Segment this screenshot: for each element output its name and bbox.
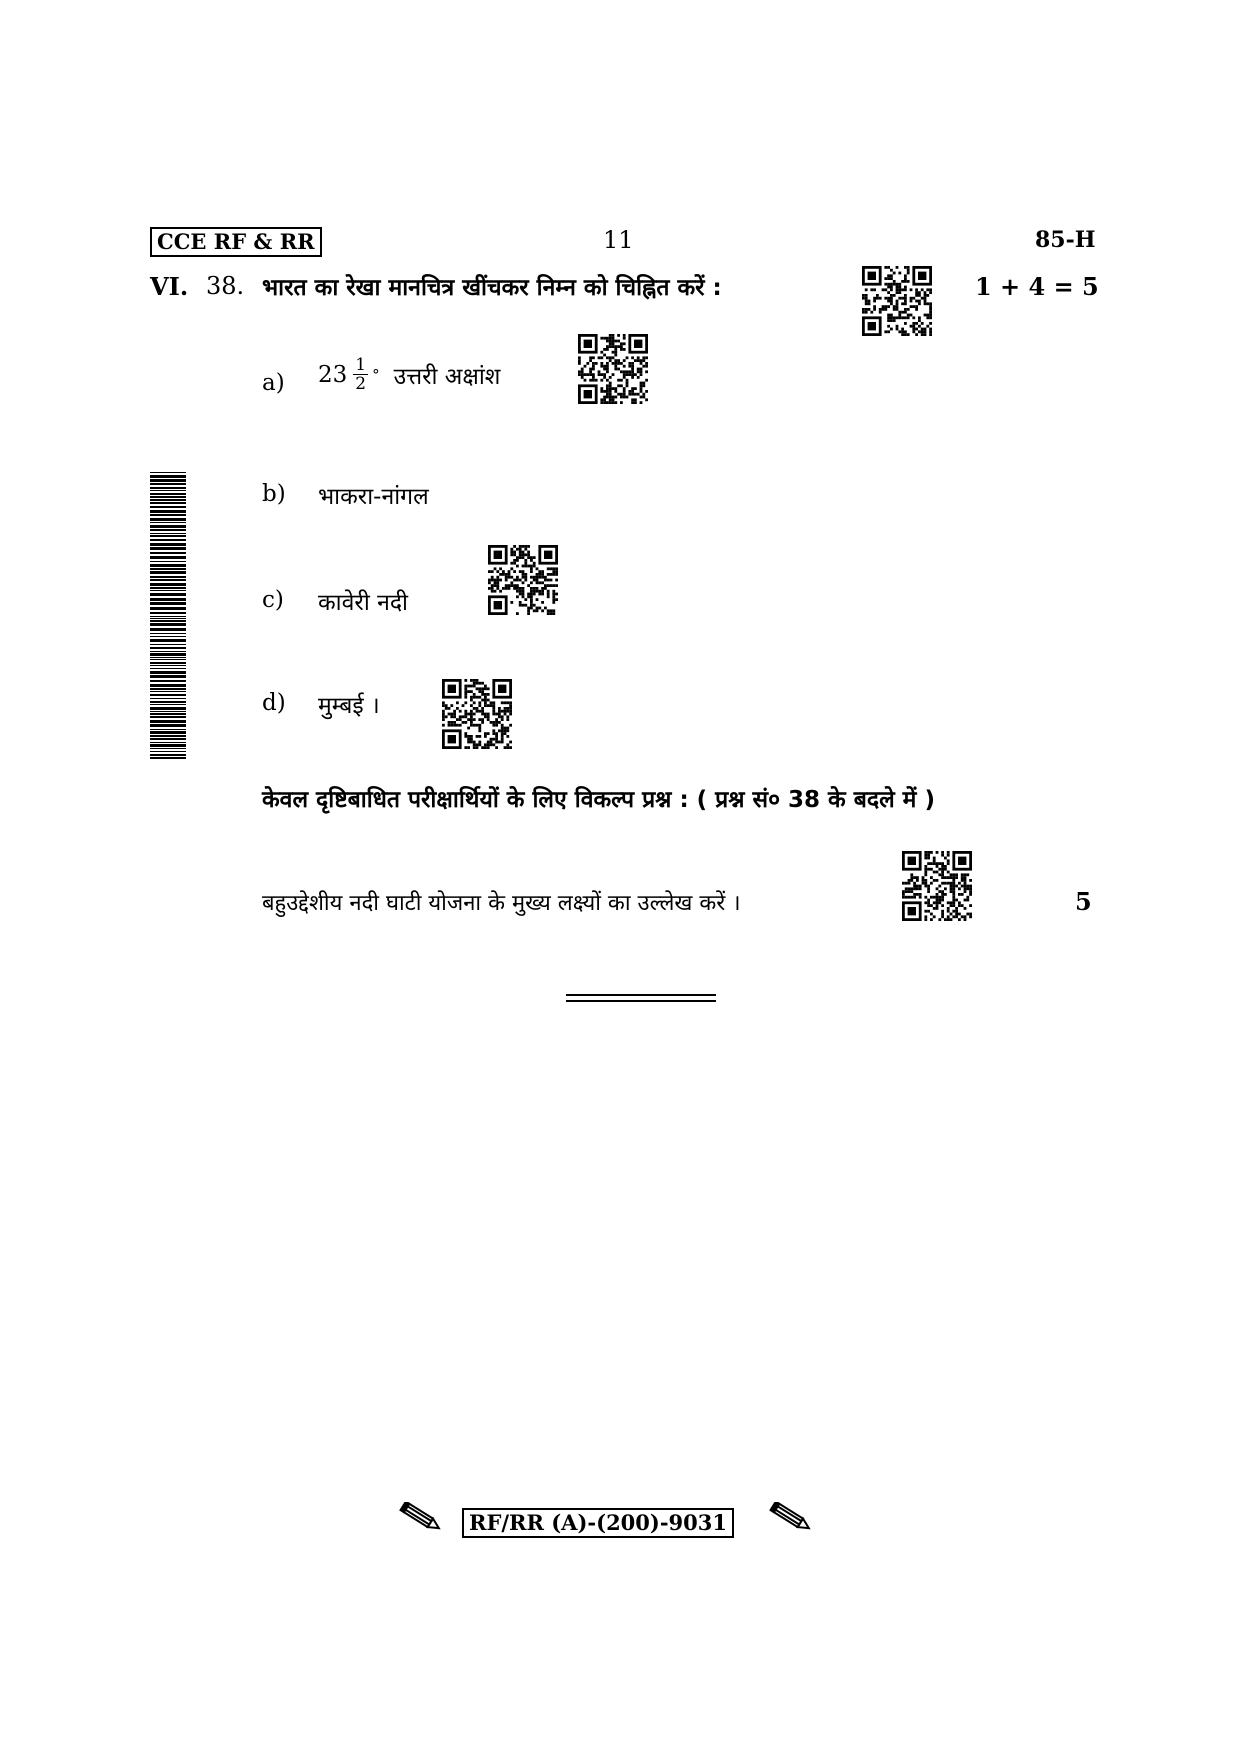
alternative-marks: 5	[1075, 887, 1092, 916]
item-a-label: a)	[262, 370, 285, 396]
fraction-numerator: 1	[355, 355, 367, 375]
qr-code-icon	[442, 679, 512, 749]
item-d-text: मुम्बई ।	[318, 693, 380, 719]
footer-code-box	[462, 1508, 734, 1538]
paper-tag	[150, 227, 322, 257]
item-c-label: c)	[262, 587, 284, 613]
qr-code-icon	[488, 545, 558, 615]
paper-tag-text: CCE RF & RR	[157, 229, 315, 254]
question-number: 38.	[206, 272, 245, 300]
item-a-content	[318, 356, 500, 393]
question-text: भारत का रेखा मानचित्र खींचकर निम्न को चिह्नित करें :	[262, 275, 722, 301]
end-rule-bottom	[566, 1000, 716, 1002]
item-d-label: d)	[262, 690, 286, 716]
barcode-icon	[150, 472, 186, 764]
footer-code: RF/RR (A)-(200)-9031	[469, 1510, 727, 1535]
end-rule-top	[566, 994, 716, 996]
item-a-degrees: 23	[318, 361, 348, 388]
pencil-icon	[768, 1502, 814, 1536]
fraction-denominator: 2	[355, 374, 367, 394]
pencil-icon	[398, 1502, 444, 1536]
item-b-label: b)	[262, 481, 286, 507]
item-c-text: कावेरी नदी	[318, 590, 409, 616]
item-a-text: उत्तरी अक्षांश	[393, 363, 501, 390]
page-number: 11	[603, 226, 634, 254]
section-label: VI.	[150, 272, 189, 301]
alternative-text: बहुउद्देशीय नदी घाटी योजना के मुख्य लक्ष्यों का उल्लेख करें ।	[262, 891, 741, 916]
degree-symbol: °	[372, 365, 380, 384]
paper-code: 85-H	[1035, 227, 1096, 253]
qr-code-icon	[578, 334, 648, 404]
item-b-text: भाकरा-नांगल	[318, 484, 429, 510]
item-a-fraction	[353, 356, 368, 393]
qr-code-icon	[862, 266, 932, 336]
qr-code-icon	[902, 851, 972, 921]
alternative-heading: केवल दृष्टिबाधित परीक्षार्थियों के लिए विकल्प प्रश्न : ( प्रश्न सं० 38 के बदले में )	[262, 787, 935, 813]
question-marks: 1 + 4 = 5	[975, 272, 1099, 301]
